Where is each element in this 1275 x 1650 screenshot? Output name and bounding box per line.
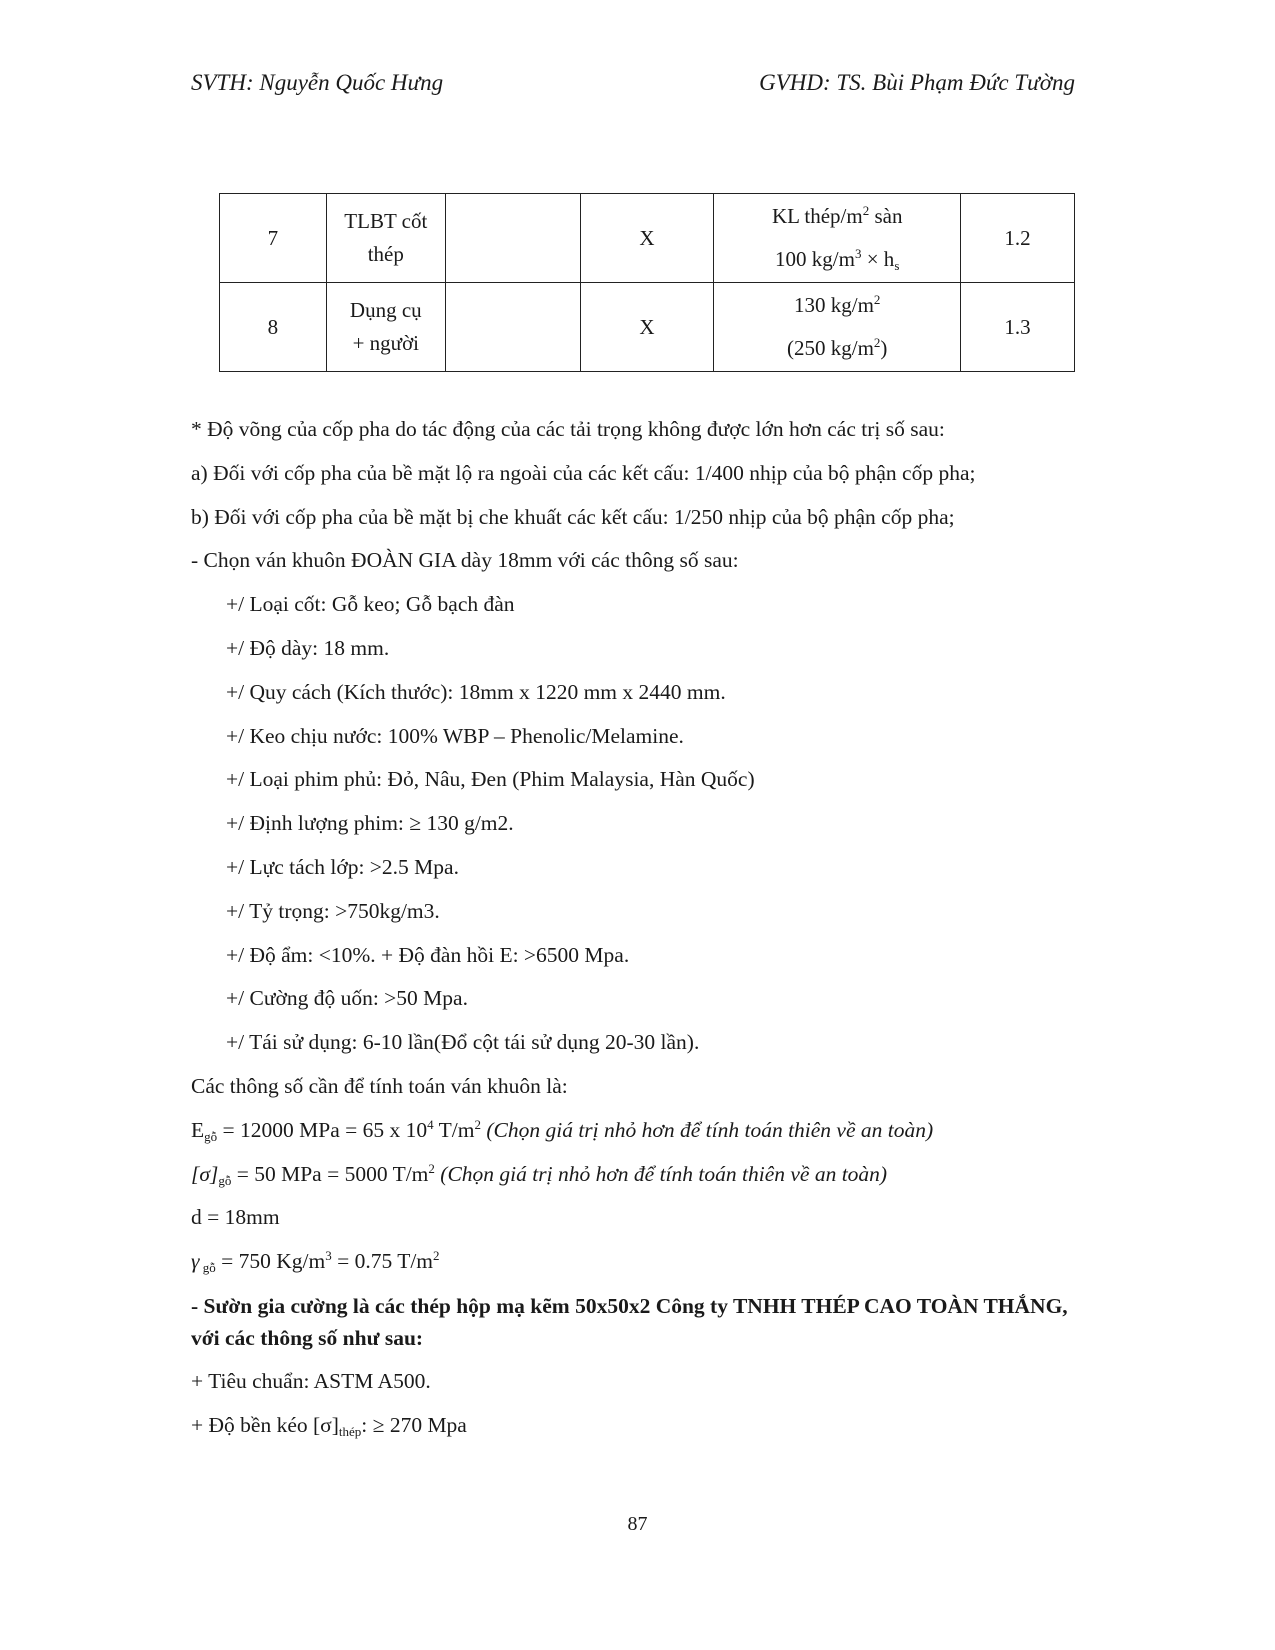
thickness-line: d = 18mm: [191, 1205, 280, 1230]
stiffener-heading: - Sườn gia cường là các thép hộp mạ kẽm 50x50x2 Công ty TNHH THÉP CAO TOÀN THẮNG, với các thông số như sau:: [191, 1293, 1068, 1350]
deflection-note: * Độ võng của cốp pha do tác động của các tải trọng không được lớn hơn các trị số sau:: [191, 417, 945, 441]
spec-item: +/ Độ dày: 18 mm.: [226, 635, 390, 660]
load-name-line: Dụng cụ: [349, 298, 422, 322]
load-name-line: + người: [352, 331, 420, 355]
calc-params-heading: Các thông số cần để tính toán ván khuôn là:: [191, 1073, 568, 1098]
empty-cell: [445, 194, 580, 283]
load-name-line: TLBT cốt: [344, 209, 428, 233]
spec-item: +/ Keo chịu nước: 100% WBP – Phenolic/Melamine.: [226, 723, 684, 748]
spec-item: +/ Quy cách (Kích thước): 18mm x 1220 mm x 2440 mm.: [226, 679, 726, 704]
page-number: 87: [627, 1513, 648, 1535]
tensile-strength-line: + Độ bền kéo $[\sigma]_{thép}$: ≥ 270 Mpa: [191, 1412, 467, 1439]
load-table: [219, 193, 1075, 372]
spec-item: +/ Tái sử dụng: 6-10 lần(Đổ cột tái sử dụng 20-30 lần).: [226, 1030, 700, 1055]
load-value: [714, 283, 961, 372]
page-header: [191, 70, 1075, 102]
spec-item: +/ Tỷ trọng: >750kg/m3.: [226, 898, 440, 923]
value-line: KL thép/$m^2$ sàn: [771, 203, 903, 228]
mark-cell: X: [580, 194, 714, 283]
load-name-line: thép: [367, 242, 404, 266]
spec-item: +/ Loại cốt: Gỗ keo; Gỗ bạch đàn: [226, 592, 515, 617]
row-number: 8: [220, 283, 327, 372]
spec-item: +/ Loại phim phủ: Đỏ, Nâu, Đen (Phim Malaysia, Hàn Quốc): [226, 767, 755, 792]
spec-item: +/ Cường độ uốn: >50 Mpa.: [226, 986, 468, 1011]
value-line: (250 $kg/m^2$): [787, 335, 888, 360]
spec-item: +/ Định lượng phim: ≥ 130 g/m2.: [226, 811, 514, 836]
advisor-name: GVHD: TS. Bùi Phạm Đức Tường: [759, 70, 1075, 95]
allowable-stress-line: $[\sigma]_{gỗ} = 50$ MPa = 5000 $T/m^2$ (Chọn giá trị nhỏ hơn để tính toán thiên về an toàn): [191, 1160, 888, 1188]
load-name: [326, 283, 445, 372]
body-text: [191, 408, 1075, 1448]
load-value: [714, 194, 961, 283]
elastic-modulus-line: $E_{gỗ} = 12000$ MPa = 65 x $10^4$ $T/m^2$ (Chọn giá trị nhỏ hơn để tính toán thiên về an toàn): [191, 1116, 934, 1144]
table-row: [220, 283, 1075, 372]
deflection-rule-a: a) Đối với cốp pha của bề mặt lộ ra ngoài của các kết cấu: 1/400 nhịp của bộ phận cốp pha;: [191, 460, 976, 485]
load-factor: 1.3: [961, 283, 1075, 372]
standard-line: + Tiêu chuẩn: ASTM A500.: [191, 1368, 431, 1393]
value-line: 100 $kg/m^3 \times h_s$: [775, 246, 900, 273]
mark-cell: X: [580, 283, 714, 372]
table-row: [220, 194, 1075, 283]
value-line: 130 $kg/m^2$: [794, 292, 881, 317]
load-name: [326, 194, 445, 283]
deflection-rule-b: b) Đối với cốp pha của bề mặt bị che khuất các kết cấu: 1/250 nhịp của bộ phận cốp pha;: [191, 504, 955, 529]
spec-item: +/ Độ ẩm: <10%. + Độ đàn hồi E: >6500 Mpa.: [226, 942, 630, 967]
formwork-choice: - Chọn ván khuôn ĐOÀN GIA dày 18mm với các thông số sau:: [191, 548, 739, 573]
row-number: 7: [220, 194, 327, 283]
spec-item: +/ Lực tách lớp: >2.5 Mpa.: [226, 854, 459, 879]
density-line: γ $_{gỗ}$ = 750 $Kg/m^3 = 0.75$ $T/m^2$: [191, 1248, 440, 1276]
student-name: SVTH: Nguyễn Quốc Hưng: [191, 70, 444, 95]
empty-cell: [445, 283, 580, 372]
load-factor: 1.2: [961, 194, 1075, 283]
